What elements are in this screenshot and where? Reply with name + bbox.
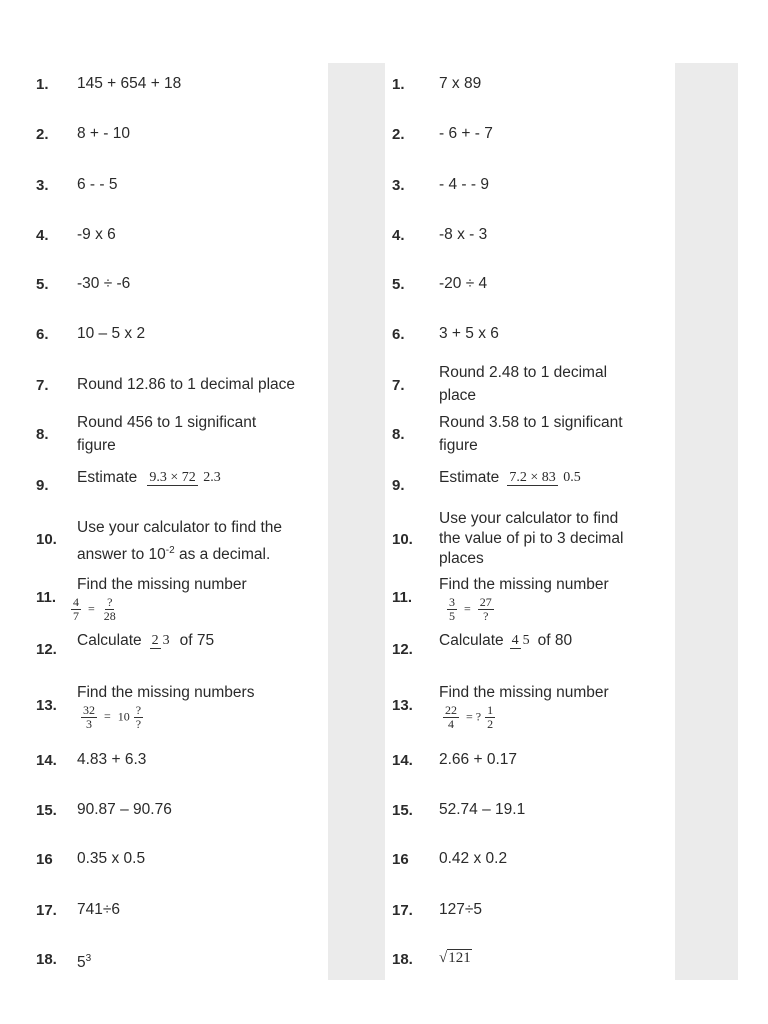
question-text: 90.87 – 90.76 xyxy=(77,801,172,818)
question-text: 145 + 654 + 18 xyxy=(77,75,182,92)
square-root: √121 xyxy=(439,950,471,966)
question-number: 14. xyxy=(36,752,57,769)
question-number: 1. xyxy=(36,76,49,93)
fraction-numerator: 7.2 × 83 xyxy=(509,469,556,485)
fraction xyxy=(71,596,81,623)
question-number: 5. xyxy=(392,276,405,293)
base-number: 5 xyxy=(77,954,86,972)
question-number: 5. xyxy=(36,276,49,293)
fraction-denominator: ? xyxy=(483,609,489,624)
question-text xyxy=(439,573,609,623)
question-text xyxy=(77,411,256,457)
question-number: 4. xyxy=(392,227,405,244)
calculate-label: Calculate xyxy=(439,632,504,649)
question-number: 8. xyxy=(392,426,405,443)
question-number: 18. xyxy=(36,951,57,968)
question-text: 3 + 5 x 6 xyxy=(439,325,499,342)
fraction-denominator: 7 xyxy=(73,609,79,624)
answer-column-left xyxy=(328,63,385,980)
equals-sign: = xyxy=(88,601,95,616)
fraction xyxy=(485,704,495,731)
fraction-denominator: 3 xyxy=(86,717,92,732)
fraction-denominator: 2 xyxy=(487,717,494,732)
question-number: 12. xyxy=(36,641,57,658)
question-text xyxy=(73,573,247,624)
question-number: 16 xyxy=(392,851,409,868)
question-number: 9. xyxy=(392,477,405,494)
question-text xyxy=(439,466,587,489)
radicand: 121 xyxy=(448,950,471,966)
question-number: 10. xyxy=(36,531,57,548)
question-number: 4. xyxy=(36,227,49,244)
estimate-label: Estimate xyxy=(439,469,500,486)
question-text: 7 x 89 xyxy=(439,75,482,92)
question-line: the value of pi to 3 decimal xyxy=(439,530,624,547)
equation xyxy=(67,596,207,623)
question-text: 0.42 x 0.2 xyxy=(439,850,508,867)
fraction-denominator: 4 xyxy=(448,717,454,732)
equation xyxy=(439,704,629,731)
question-text xyxy=(439,947,472,970)
question-text xyxy=(439,509,623,569)
fraction-denominator: 2.3 xyxy=(203,469,221,485)
question-line: place xyxy=(439,387,477,404)
fraction xyxy=(134,704,143,731)
fraction-numerator: ? xyxy=(135,703,142,717)
question-text: 52.74 – 19.1 xyxy=(439,801,526,818)
question-text: 127÷5 xyxy=(439,901,482,918)
question-number: 3. xyxy=(36,177,49,194)
question-number: 17. xyxy=(36,902,57,919)
question-number: 7. xyxy=(392,377,405,394)
question-number: 16 xyxy=(36,851,53,868)
question-number: 6. xyxy=(36,326,49,343)
fraction xyxy=(443,704,459,731)
question-number: 15. xyxy=(392,802,413,819)
question-line: Find the missing number xyxy=(77,576,247,593)
question-text xyxy=(77,466,227,489)
question-text: -30 ÷ -6 xyxy=(77,275,131,292)
fraction-numerator: 3 xyxy=(449,595,455,609)
fraction-denominator: 3 xyxy=(162,632,170,648)
fraction-numerator: 1 xyxy=(487,703,494,717)
question-text xyxy=(439,361,607,407)
question-line: Find the missing number xyxy=(439,684,609,701)
question-line: Round 456 to 1 significant xyxy=(77,414,257,431)
fraction xyxy=(150,633,172,648)
question-line: figure xyxy=(439,437,478,454)
question-text xyxy=(439,681,629,731)
question-number: 7. xyxy=(36,377,49,394)
question-number: 1. xyxy=(392,76,405,93)
fraction-numerator: 4 xyxy=(511,632,519,648)
question-line: of 80 xyxy=(537,632,573,649)
fraction xyxy=(507,470,582,485)
fraction-numerator: 4 xyxy=(73,595,79,609)
question-text: - 6 + - 7 xyxy=(439,125,493,142)
fraction xyxy=(102,596,118,623)
fraction-numerator: 32 xyxy=(83,703,95,717)
exponent: -2 xyxy=(165,545,175,556)
answer-column-right xyxy=(675,63,738,980)
question-text: 4.83 + 6.3 xyxy=(77,751,147,768)
question-line: Find the missing numbers xyxy=(77,684,255,701)
question-number: 8. xyxy=(36,426,49,443)
question-text xyxy=(77,681,254,731)
question-line: figure xyxy=(77,437,116,454)
question-text: 741÷6 xyxy=(77,901,120,918)
equals-sign: = ? xyxy=(466,709,482,724)
fraction xyxy=(510,633,532,648)
question-number: 2. xyxy=(392,126,405,143)
question-number: 11. xyxy=(36,589,57,606)
calculate-label: Calculate xyxy=(77,632,142,649)
question-number: 13. xyxy=(392,697,413,714)
question-text xyxy=(77,629,214,652)
question-text: 2.66 + 0.17 xyxy=(439,751,517,768)
fraction xyxy=(478,596,494,623)
question-number: 6. xyxy=(392,326,405,343)
question-line: Use your calculator to find xyxy=(439,510,619,527)
fraction-denominator: 5 xyxy=(449,609,455,624)
fraction xyxy=(81,704,97,731)
fraction-numerator: 22 xyxy=(445,703,457,717)
fraction-denominator: ? xyxy=(135,717,142,732)
question-text: 10 – 5 x 2 xyxy=(77,325,146,342)
question-number: 9. xyxy=(36,477,49,494)
whole-number: 10 xyxy=(117,709,130,724)
fraction-denominator: 5 xyxy=(522,632,530,648)
fraction-numerator: 2 xyxy=(151,632,159,648)
question-number: 15. xyxy=(36,802,57,819)
estimate-label: Estimate xyxy=(77,469,138,486)
text-run: as a decimal. xyxy=(174,546,271,564)
equals-sign: = xyxy=(464,601,471,616)
question-text: 8 + - 10 xyxy=(77,125,130,142)
question-line: Use your calculator to find the xyxy=(77,519,283,536)
question-line: Round 3.58 to 1 significant xyxy=(439,414,623,431)
question-text xyxy=(439,629,572,652)
question-line: of 75 xyxy=(179,632,215,649)
question-text: -20 ÷ 4 xyxy=(439,275,488,292)
fraction-denominator: 28 xyxy=(103,609,116,624)
question-line: Round 2.48 to 1 decimal xyxy=(439,364,608,381)
fraction-numerator: 9.3 × 72 xyxy=(149,469,196,485)
question-number: 10. xyxy=(392,531,413,548)
question-number: 3. xyxy=(392,177,405,194)
question-number: 12. xyxy=(392,641,413,658)
question-text: 0.35 x 0.5 xyxy=(77,850,146,867)
question-number: 14. xyxy=(392,752,413,769)
question-line xyxy=(77,539,282,566)
fraction xyxy=(147,470,222,485)
fraction-numerator: 27 xyxy=(479,595,492,609)
question-text: Round 12.86 to 1 decimal place xyxy=(77,376,296,393)
question-text xyxy=(439,411,623,457)
equation xyxy=(443,596,573,623)
question-text xyxy=(77,947,91,974)
question-text xyxy=(77,516,282,566)
question-line: places xyxy=(439,550,484,567)
question-line: Find the missing number xyxy=(439,576,609,593)
question-number: 17. xyxy=(392,902,413,919)
question-text: 6 - - 5 xyxy=(77,176,118,193)
question-number: 13. xyxy=(36,697,57,714)
equation xyxy=(77,704,247,731)
question-text: -9 x 6 xyxy=(77,226,116,243)
exponent: 3 xyxy=(85,953,92,964)
fraction-denominator: 0.5 xyxy=(563,469,581,485)
question-number: 11. xyxy=(392,589,413,606)
question-number: 18. xyxy=(392,951,413,968)
fraction-numerator: ? xyxy=(107,595,113,609)
text-run: answer to 10 xyxy=(77,546,166,564)
equals-sign: = xyxy=(104,709,111,724)
fraction xyxy=(447,596,457,623)
question-text: -8 x - 3 xyxy=(439,226,488,243)
question-text: - 4 - - 9 xyxy=(439,176,489,193)
question-number: 2. xyxy=(36,126,49,143)
